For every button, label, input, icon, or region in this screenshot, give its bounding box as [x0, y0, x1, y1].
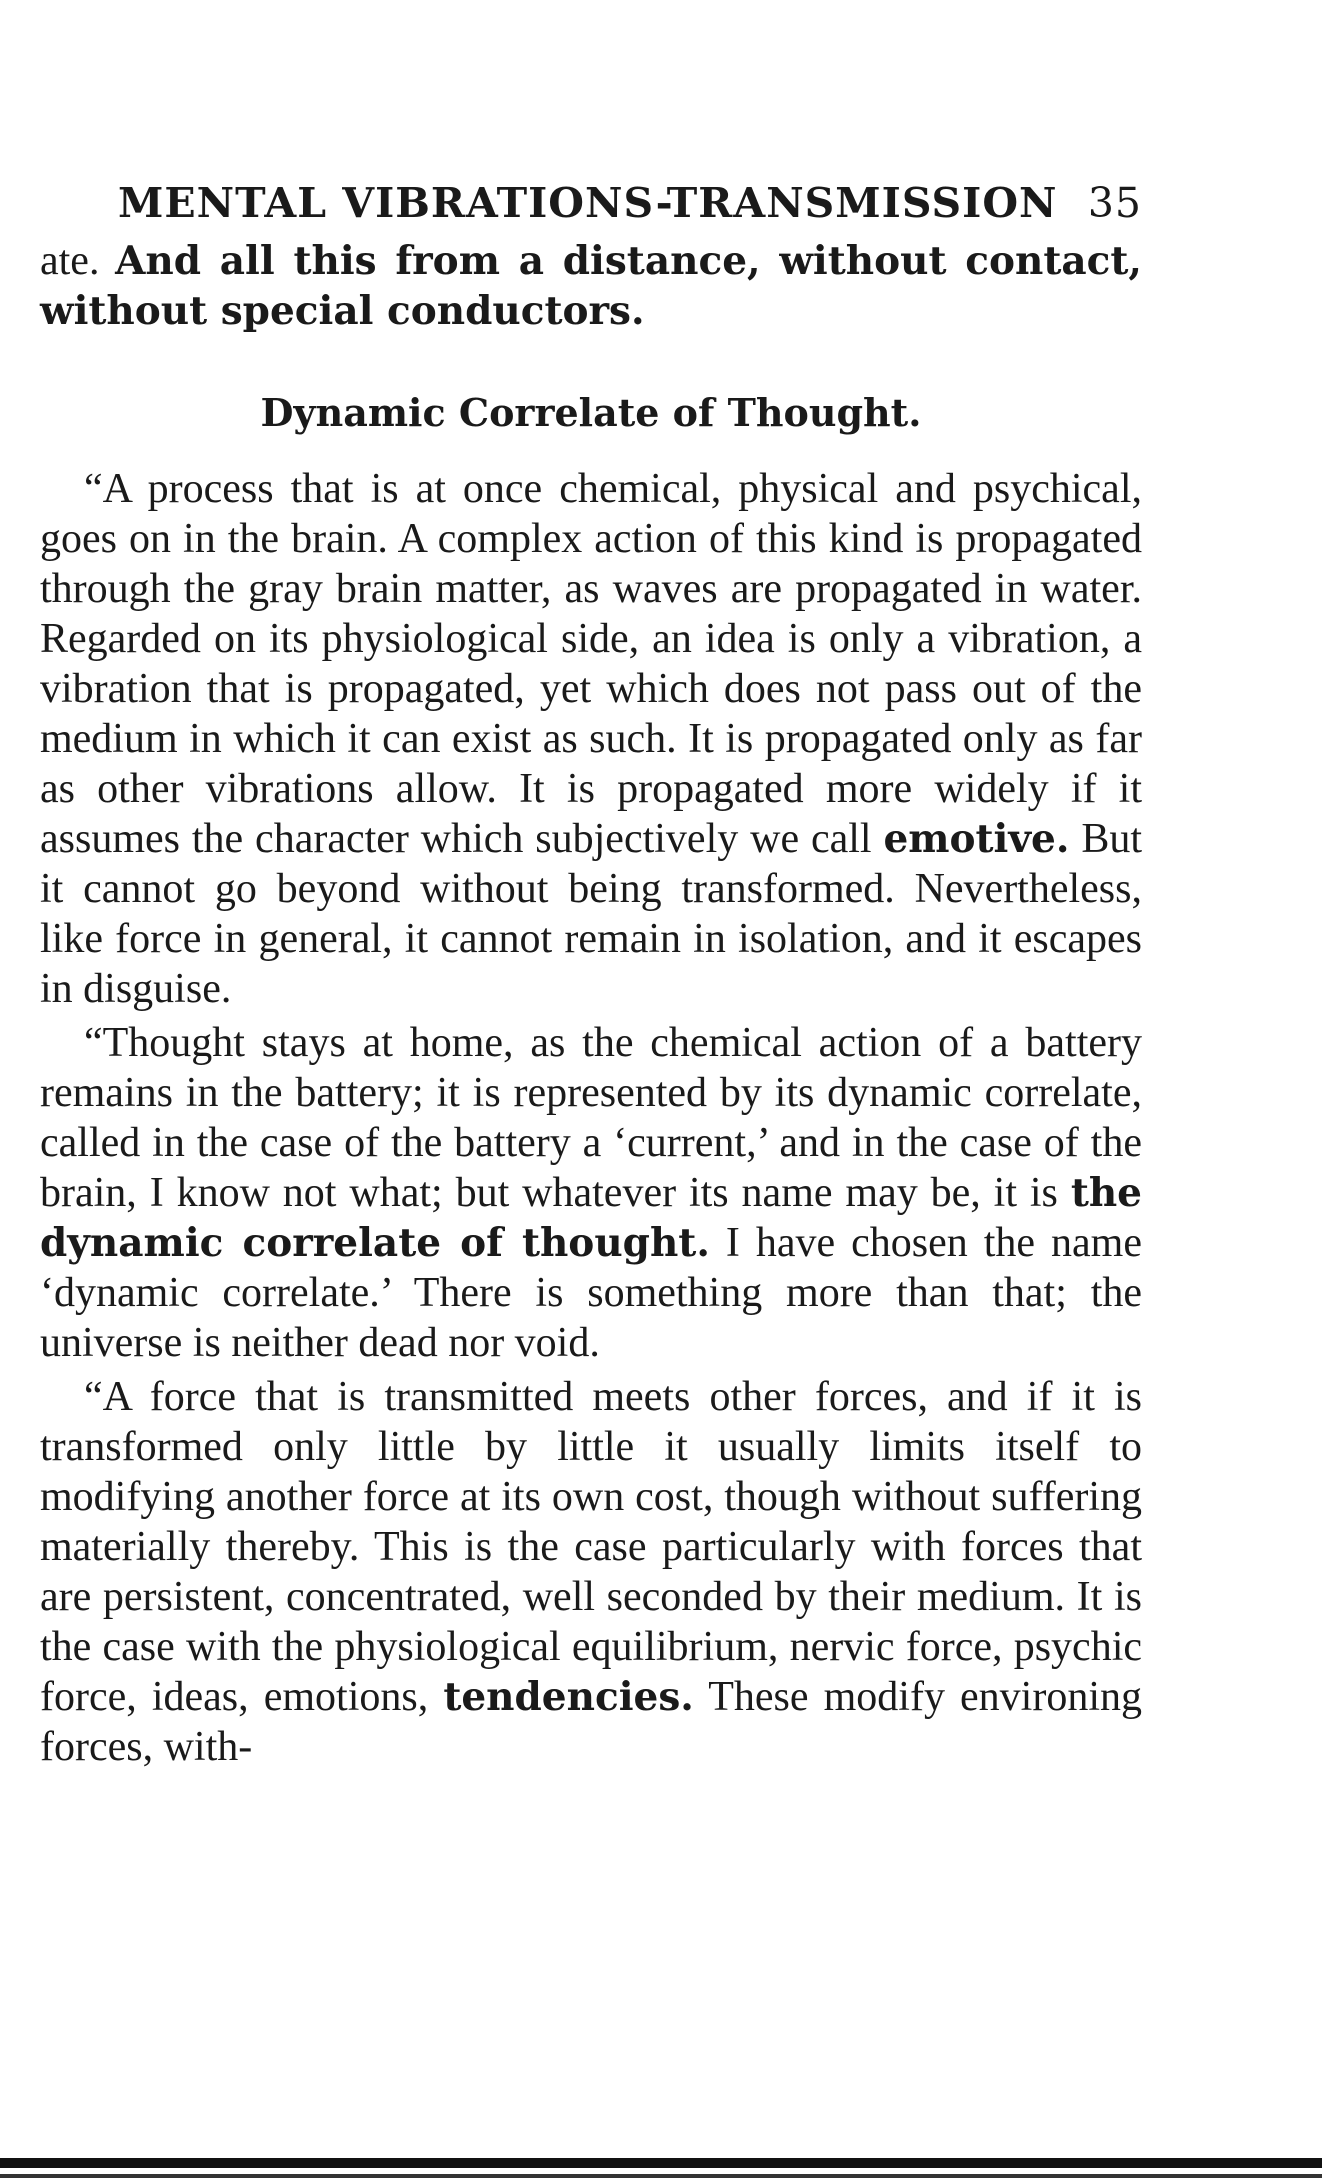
paragraph-3 — [40, 1372, 1142, 1772]
book-page — [40, 170, 1142, 1776]
paragraph-3-text-a: “A force that is transmitted meets other forces, and if it is transformed only little by little it usually limits itself to modifying another force at its own cost, though without suffering materially thereby. This is the case particularly with forces that are persistent, concentrated, well seconded by their medium. It is the case with the physiological equilibrium, nervic force, psychic force, ideas, emotions, — [40, 1374, 1142, 1720]
continued-bold-text: And all this from a distance, without contact, without special conductors. — [40, 238, 1142, 334]
paragraph-1-text-b: But it cannot go beyond without being transformed. Nevertheless, like force in general, it cannot remain in isolation, and it escapes in disguise. — [40, 816, 1142, 1012]
continued-lead: ate. — [40, 238, 100, 284]
paragraph-1 — [40, 464, 1142, 1014]
continued-paragraph — [40, 236, 1142, 336]
paragraph-3-bold: tendencies. — [443, 1674, 694, 1720]
section-heading: Dynamic Correlate of Thought. — [260, 390, 922, 435]
running-head — [40, 170, 1142, 236]
paragraph-2 — [40, 1018, 1142, 1368]
paragraph-2-text-a: “Thought stays at home, as the chemical action of a battery remains in the battery; it is represented by its dynamic correlate, called in the case of the battery a ‘current,’ and in the case of the brain, I know not what; but whatever its name may be, it is — [40, 1020, 1142, 1216]
bottom-rule — [0, 2158, 1322, 2168]
paragraph-3-text-b: These modify environing forces, with- — [40, 1674, 1143, 1770]
page-number: 35 — [1087, 179, 1142, 227]
paragraph-2-text-b: I have chosen the name ‘dynamic correlate.’ There is something more than that; the universe is neither dead nor void. — [40, 1220, 1142, 1366]
bottom-rule-thin — [0, 2174, 1322, 2178]
paragraph-2-bold: the dynamic correlate of thought. — [40, 1170, 1142, 1266]
paragraph-1-bold: emotive. — [883, 816, 1070, 862]
paragraph-1-text-a: “A process that is at once chemical, physical and psychical, goes on in the brain. A complex action of this kind is propagated through the gray brain matter, as waves are propagated in water. Regarded on its physiological side, an idea is only a vibration, a vibration that is propagated, yet which does not pass out of the medium in which it can exist as such. It is propagated only as far as other vibrations allow. It is propagated more widely if it assumes the character which subjectively we call — [40, 466, 1142, 862]
running-title: MENTAL VIBRATIONS-TRANSMISSION — [118, 179, 1058, 227]
